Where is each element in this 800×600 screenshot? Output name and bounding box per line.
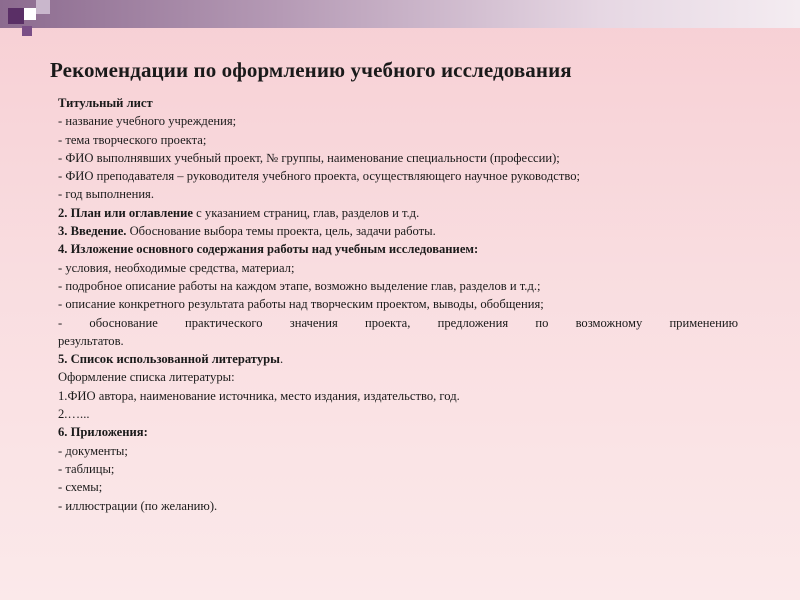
list-item: - документы; bbox=[58, 443, 128, 458]
literature-line: Оформление списка литературы: bbox=[58, 370, 235, 385]
list-item: - подробное описание работы на каждом этапе, возможно выделение глав, разделов и т.д.; bbox=[58, 278, 541, 293]
section-heading-literature-tail: . bbox=[279, 352, 284, 367]
section-heading-literature: 5. Список использованной литературы bbox=[58, 352, 280, 367]
list-item: - условия, необходимые средства, материал; bbox=[58, 260, 295, 275]
literature-line: 1.ФИО автора, наименование источника, место издания, издательство, год. bbox=[58, 388, 460, 403]
decorative-square bbox=[8, 8, 24, 24]
decorative-square bbox=[22, 26, 32, 36]
list-item: - ФИО выполнявших учебный проект, № группы, наименование специальности (профессии); bbox=[58, 150, 560, 165]
list-item: - тема творческого проекта; bbox=[58, 132, 207, 147]
list-item: - название учебного учреждения; bbox=[58, 114, 237, 129]
section-literature bbox=[58, 350, 738, 368]
list-item: - описание конкретного результата работы над творческим проектом, выводы, обобщения; bbox=[58, 297, 544, 312]
list-item: - иллюстрации (по желанию). bbox=[58, 498, 218, 513]
section-heading-main: 4. Изложение основного содержания работы над учебным исследованием: bbox=[58, 242, 479, 257]
section-heading-intro: 3. Введение. bbox=[58, 224, 127, 239]
section-plan bbox=[58, 204, 738, 222]
slide-title: Рекомендации по оформлению учебного исследования bbox=[50, 58, 572, 82]
decorative-top-band bbox=[0, 0, 800, 28]
list-item: - схемы; bbox=[58, 480, 103, 495]
section-heading-title-page: Титульный лист bbox=[58, 96, 153, 110]
list-item-continuation: результатов. bbox=[58, 333, 124, 348]
list-item: - обоснование практического значения проекта, предложения по возможному применению bbox=[58, 315, 738, 330]
decorative-square bbox=[36, 0, 50, 14]
slide-content bbox=[58, 94, 738, 515]
section-heading-plan: 2. План или оглавление bbox=[58, 205, 194, 220]
list-item: - таблицы; bbox=[58, 461, 115, 476]
list-item: - ФИО преподавателя – руководителя учебного проекта, осуществляющего научное руководство; bbox=[58, 169, 581, 184]
decorative-square bbox=[24, 8, 36, 20]
section-intro-text: Обоснование выбора темы проекта, цель, задачи работы. bbox=[126, 224, 436, 239]
section-heading-appendix: 6. Приложения: bbox=[58, 425, 148, 440]
section-intro bbox=[58, 222, 738, 240]
list-item: - год выполнения. bbox=[58, 187, 154, 202]
section-plan-text: с указанием страниц, глав, разделов и т.д. bbox=[193, 205, 420, 220]
literature-line: 2.…... bbox=[58, 407, 90, 422]
